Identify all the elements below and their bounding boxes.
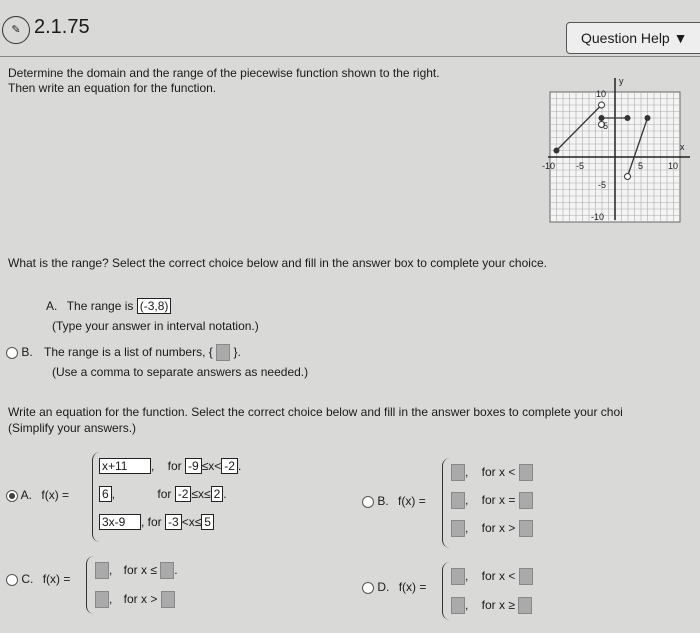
range-answer-input[interactable]: (-3,8) [137, 298, 172, 314]
tick-yn10: -10 [591, 212, 605, 222]
bound-input[interactable] [519, 492, 533, 509]
radio-b[interactable] [6, 347, 18, 359]
eq-question-line2: (Simplify your answers.) [8, 421, 137, 435]
closed-point [645, 115, 651, 121]
expr-input[interactable] [451, 568, 465, 585]
choice-letter: D. [377, 580, 390, 594]
range-list-input[interactable] [216, 344, 230, 361]
condition-label: for x < [481, 569, 516, 583]
tick-yn5: -5 [598, 180, 607, 190]
bound-input[interactable] [518, 597, 532, 614]
condition-label: for x < [481, 465, 516, 479]
upper-input[interactable]: 5 [201, 514, 214, 530]
fx-label: f(x) = [41, 488, 70, 502]
bound-input[interactable] [160, 562, 174, 579]
tick-x5: 5 [638, 161, 644, 171]
closed-point [625, 115, 631, 121]
lower-input[interactable]: -9 [185, 458, 202, 474]
expr-input[interactable] [95, 562, 109, 579]
expr-input[interactable] [451, 492, 465, 509]
eq-question-line1: Write an equation for the function. Select the correct choice below and fill in the answer boxes to complete your choi [8, 405, 623, 419]
expr-input[interactable]: 6 [99, 486, 112, 502]
piece-row-1: x+11 , for -9 ≤x< -2 . [99, 452, 241, 480]
open-point [625, 174, 631, 180]
expr-input[interactable] [451, 520, 465, 537]
choice-hint: (Type your answer in interval notation.) [52, 319, 259, 333]
choice-letter: B. [21, 345, 33, 359]
radio-b[interactable] [362, 496, 374, 508]
for-label: for [167, 459, 182, 473]
choice-hint: (Use a comma to separate answers as needed.) [52, 365, 309, 379]
problem-number: 2.1.75 [34, 16, 90, 38]
choice-letter: A. [46, 299, 58, 313]
tick-y5: 5 [603, 121, 609, 131]
question-help-button[interactable]: Question Help ▼ [566, 22, 700, 54]
y-axis-label: y [619, 76, 624, 86]
expr-input[interactable]: x+11 [99, 458, 151, 474]
for-label: for [147, 515, 162, 529]
condition-label: for x > [123, 592, 158, 606]
range-choice-a[interactable] [34, 296, 259, 336]
bound-input[interactable] [519, 520, 533, 537]
range-choice-b[interactable]: B. The range is a list of numbers, { }. (Use a comma to separate answers as needed.) [6, 342, 308, 382]
piece-row-3: 3x-9 , for -3 <x≤ 5 [99, 508, 241, 536]
graph [530, 70, 700, 230]
condition-label: for x ≥ [481, 598, 515, 612]
tick-y10: 10 [596, 89, 607, 99]
open-point [599, 102, 605, 108]
upper-input[interactable]: 2 [211, 486, 224, 502]
piece-row-2: 6 , for -2 ≤x≤ 2 . [99, 480, 241, 508]
bound-input[interactable] [519, 568, 533, 585]
bound-input[interactable] [519, 464, 533, 481]
condition-label: for x = [481, 493, 516, 507]
x-axis-label: x [680, 142, 685, 152]
choice-letter: B. [377, 494, 389, 508]
expr-input[interactable]: 3x-9 [99, 514, 141, 530]
tick-xn10: -10 [542, 161, 556, 171]
closed-point [554, 148, 560, 154]
fx-label: f(x) = [398, 494, 426, 508]
fx-label: f(x) = [42, 572, 71, 586]
inequality: ≤x≤ [191, 487, 211, 501]
choice-text: The range is a list of numbers, [44, 345, 206, 359]
tick-x10: 10 [668, 161, 679, 171]
radio-a[interactable] [6, 490, 18, 502]
prompt-line2: Then write an equation for the function. [8, 81, 217, 95]
radio-c[interactable] [6, 574, 18, 586]
condition-label: for x ≤ [123, 563, 157, 577]
choice-letter: A. [20, 488, 33, 502]
divider [0, 56, 700, 57]
lower-input[interactable]: -3 [165, 514, 182, 530]
choice-text: The range is [66, 299, 134, 313]
expr-input[interactable] [95, 591, 109, 608]
problem-icon: ✎ [2, 16, 30, 44]
bound-input[interactable] [161, 591, 175, 608]
tick-xn5: -5 [576, 161, 585, 171]
inequality: ≤x< [201, 459, 222, 473]
expr-input[interactable] [451, 597, 465, 614]
inequality: <x≤ [181, 515, 202, 529]
for-label: for [157, 487, 172, 501]
prompt [8, 66, 440, 96]
fx-label: f(x) = [398, 580, 427, 594]
expr-input[interactable] [451, 464, 465, 481]
choice-letter: C. [21, 572, 34, 586]
prompt-line1: Determine the domain and the range of the piecewise function shown to the right. [8, 66, 440, 80]
equation-question [8, 404, 623, 436]
upper-input[interactable]: -2 [221, 458, 238, 474]
lower-input[interactable]: -2 [175, 486, 192, 502]
range-question: What is the range? Select the correct choice below and fill in the answer box to complete your choice. [8, 256, 547, 270]
condition-label: for x > [481, 521, 516, 535]
radio-d[interactable] [362, 582, 374, 594]
